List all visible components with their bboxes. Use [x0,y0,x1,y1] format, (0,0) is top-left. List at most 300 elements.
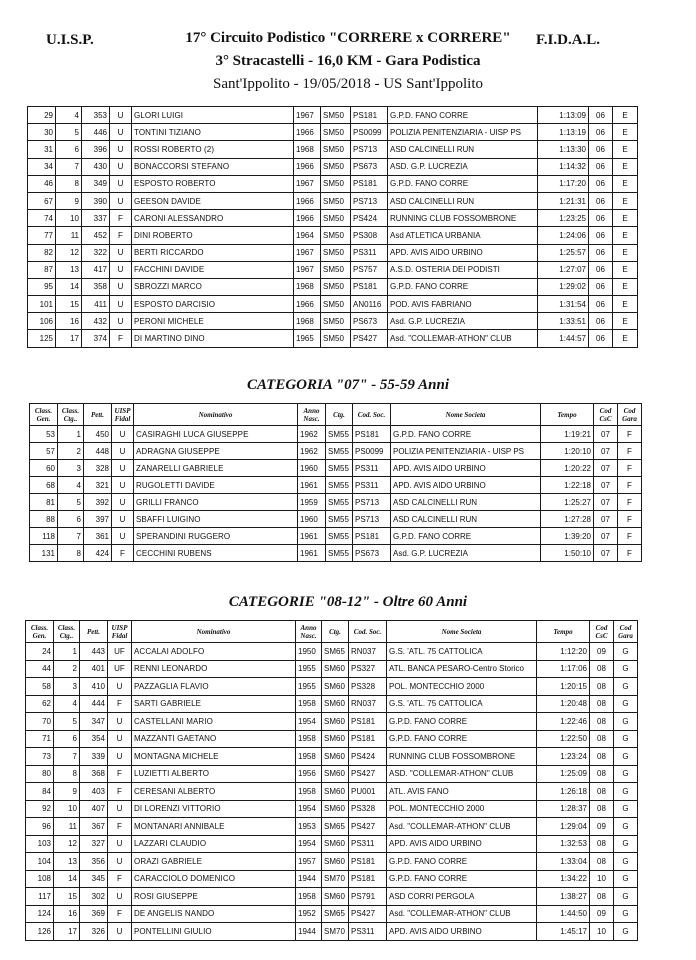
cell-class-ctg: 7 [58,528,84,545]
cell-class-ctg: 10 [56,210,82,227]
cell-class-gen: 126 [26,923,54,941]
cell-tempo: 1:13:09 [538,107,589,124]
cell-ctg: SM60 [322,888,349,906]
cell-cod-csc: 08 [590,695,614,713]
cell-nome-societa: APD. AVIS AIDO URBINO [388,244,538,261]
cell-cod-soc: PS181 [349,730,387,748]
cell-nominativo: CARONI ALESSANDRO [132,210,294,227]
cell-nome-societa: APD. AVIS AIDO URBINO [387,835,537,853]
cell-cod-soc: PS713 [353,511,391,528]
cell-nome-societa: G.P.D. FANO CORRE [387,730,537,748]
cell-uisp-fidal: U [112,426,134,443]
table-row [30,545,642,562]
cell-nome-societa: G.P.D. FANO CORRE [388,278,538,295]
header-class-ctg: Class. Ctg.. [58,404,84,426]
cell-uisp-fidal: U [112,477,134,494]
table-row [30,460,642,477]
cell-class-ctg: 4 [58,477,84,494]
cell-cod-csc: 09 [590,818,614,836]
cell-uisp-fidal: U [110,296,132,313]
cell-nominativo: ROSI GIUSEPPE [132,888,296,906]
cell-cod-soc: PS327 [349,660,387,678]
header-uisp-fidal: UISP Fidal [112,404,134,426]
cell-cod-gara: F [618,494,642,511]
cell-cod-gara: E [613,330,638,347]
cell-tempo: 1:27:07 [538,261,589,278]
cell-anno-nasc: 1966 [294,124,321,141]
cell-ctg: SM60 [322,853,349,871]
cell-anno-nasc: 1961 [298,545,326,562]
cell-class-gen: 24 [26,643,54,661]
cell-cod-csc: 09 [590,643,614,661]
cell-cod-soc: PU001 [349,783,387,801]
table-row [26,643,638,661]
cell-tempo: 1:12:20 [537,643,590,661]
cell-class-ctg: 13 [54,853,80,871]
cell-class-gen: 46 [28,175,56,192]
cell-ctg: SM55 [326,477,353,494]
cell-class-gen: 101 [28,296,56,313]
cell-cod-soc: PS311 [349,923,387,941]
header-anno-nasc: Anno Nasc. [298,404,326,426]
cell-class-gen: 34 [28,158,56,175]
category-title-07: CATEGORIA "07" - 55-59 Anni [247,377,449,393]
cell-pett: 403 [80,783,108,801]
cell-class-ctg: 4 [54,695,80,713]
cell-cod-gara: E [613,141,638,158]
cell-class-gen: 62 [26,695,54,713]
cell-class-gen: 108 [26,870,54,888]
cell-uisp-fidal: U [108,923,132,941]
cell-nome-societa: G.P.D. FANO CORRE [387,870,537,888]
cell-nome-societa: Asd. G.P. LUCREZIA [391,545,541,562]
header-nome-societa: Nome Societa [391,404,541,426]
table-row [30,528,642,545]
table-row [26,713,638,731]
cell-cod-soc: RN037 [349,695,387,713]
cell-uisp-fidal: U [112,443,134,460]
cell-cod-soc: PS427 [349,905,387,923]
table-header [26,621,638,643]
cell-tempo: 1:26:18 [537,783,590,801]
cell-class-ctg: 5 [58,494,84,511]
table-row [28,278,638,295]
cell-nome-societa: APD. AVIS AIDO URBINO [391,477,541,494]
cell-cod-soc: PS713 [353,494,391,511]
cell-cod-gara: G [614,643,638,661]
cell-pett: 450 [84,426,112,443]
cell-class-gen: 117 [26,888,54,906]
cell-pett: 349 [82,175,110,192]
cell-tempo: 1:27:28 [541,511,594,528]
table-row [26,853,638,871]
table-row [28,330,638,347]
cell-uisp-fidal: U [110,192,132,209]
cell-cod-csc: 06 [589,192,613,209]
cell-class-gen: 77 [28,227,56,244]
cell-pett: 392 [84,494,112,511]
cell-anno-nasc: 1958 [296,748,322,766]
cell-nominativo: ROSSI ROBERTO (2) [132,141,294,158]
cell-uisp-fidal: U [112,511,134,528]
cell-class-gen: 131 [30,545,58,562]
cell-nome-societa: APD. AVIS AIDO URBINO [387,923,537,941]
header-class-gen: Class. Gen. [26,621,54,643]
cell-pett: 327 [80,835,108,853]
cell-ctg: SM60 [322,730,349,748]
cell-ctg: SM55 [326,511,353,528]
cell-tempo: 1:31:54 [538,296,589,313]
cell-tempo: 1:50:10 [541,545,594,562]
cell-cod-csc: 09 [590,905,614,923]
cell-pett: 347 [80,713,108,731]
cell-cod-soc: PS427 [349,765,387,783]
cell-ctg: SM60 [322,765,349,783]
header-pett: Pett. [80,621,108,643]
cell-cod-csc: 06 [589,124,613,141]
cell-class-gen: 58 [26,678,54,696]
cell-class-ctg: 11 [54,818,80,836]
table-header [30,404,642,426]
cell-class-gen: 103 [26,835,54,853]
cell-class-ctg: 13 [56,261,82,278]
cell-cod-soc: PS181 [349,870,387,888]
cell-tempo: 1:33:51 [538,313,589,330]
header-ctg: Ctg. [326,404,353,426]
cell-nome-societa: G.P.D. FANO CORRE [387,713,537,731]
cell-cod-csc: 08 [590,888,614,906]
cell-uisp-fidal: F [108,765,132,783]
header-tempo: Tempo [541,404,594,426]
cell-nome-societa: Asd. "COLLEMAR-ATHON" CLUB [387,818,537,836]
cell-cod-gara: F [618,426,642,443]
cell-class-gen: 124 [26,905,54,923]
cell-cod-gara: G [614,660,638,678]
cell-uisp-fidal: F [110,330,132,347]
cell-nominativo: DI MARTINO DINO [132,330,294,347]
cell-nominativo: ACCALAI ADOLFO [132,643,296,661]
cell-nominativo: SBROZZI MARCO [132,278,294,295]
cell-class-gen: 80 [26,765,54,783]
cell-ctg: SM55 [326,443,353,460]
cell-pett: 337 [82,210,110,227]
cell-anno-nasc: 1967 [294,107,321,124]
event-date-line: Sant'Ippolito - 19/05/2018 - US Sant'Ippolito [213,76,483,92]
table-row [26,783,638,801]
cell-nome-societa: ASD CALCINELLI RUN [388,192,538,209]
cell-cod-gara: E [613,192,638,209]
cell-pett: 368 [80,765,108,783]
cell-class-ctg: 14 [54,870,80,888]
cell-cod-gara: F [618,528,642,545]
cell-class-ctg: 16 [54,905,80,923]
cell-uisp-fidal: U [110,244,132,261]
cell-tempo: 1:23:24 [537,748,590,766]
cell-cod-gara: G [614,748,638,766]
cell-cod-soc: PS328 [349,800,387,818]
cell-class-ctg: 8 [58,545,84,562]
table-row [28,192,638,209]
cell-cod-csc: 08 [590,678,614,696]
cell-ctg: SM50 [321,227,351,244]
results-body [26,643,638,941]
cell-cod-soc: PS673 [353,545,391,562]
cell-class-ctg: 9 [56,192,82,209]
cell-anno-nasc: 1960 [298,511,326,528]
cell-tempo: 1:22:50 [537,730,590,748]
table-row [26,888,638,906]
cell-cod-csc: 07 [594,460,618,477]
cell-pett: 411 [82,296,110,313]
cell-nome-societa: G.P.D. FANO CORRE [391,426,541,443]
table-row [26,800,638,818]
cell-anno-nasc: 1961 [298,528,326,545]
cell-nominativo: FACCHINI DAVIDE [132,261,294,278]
cell-anno-nasc: 1956 [296,765,322,783]
cell-pett: 326 [80,923,108,941]
cell-class-gen: 96 [26,818,54,836]
cell-cod-gara: G [614,730,638,748]
cell-cod-csc: 06 [589,244,613,261]
cell-ctg: SM60 [322,660,349,678]
cell-uisp-fidal: U [112,528,134,545]
cell-uisp-fidal: F [108,818,132,836]
cell-nome-societa: G.P.D. FANO CORRE [387,853,537,871]
cell-class-gen: 29 [28,107,56,124]
cell-nominativo: MONTAGNA MICHELE [132,748,296,766]
cell-ctg: SM50 [321,296,351,313]
cell-tempo: 1:33:04 [537,853,590,871]
cell-class-gen: 74 [28,210,56,227]
cell-uisp-fidal: F [108,905,132,923]
cell-class-ctg: 2 [58,443,84,460]
cell-pett: 397 [84,511,112,528]
cell-class-ctg: 15 [56,296,82,313]
cell-tempo: 1:14:32 [538,158,589,175]
cell-ctg: SM50 [321,124,351,141]
cell-cod-csc: 08 [590,730,614,748]
cell-ctg: SM60 [322,713,349,731]
cell-pett: 356 [80,853,108,871]
table-row [28,261,638,278]
cell-pett: 353 [82,107,110,124]
cell-cod-csc: 07 [594,545,618,562]
results-body [28,107,638,348]
cell-cod-gara: E [613,296,638,313]
cell-anno-nasc: 1959 [298,494,326,511]
cell-tempo: 1:29:04 [537,818,590,836]
cell-uisp-fidal: F [110,210,132,227]
cell-ctg: SM50 [321,261,351,278]
cell-cod-gara: G [614,853,638,871]
cell-cod-soc: PS713 [351,141,388,158]
header-nome-societa: Nome Societa [387,621,537,643]
cell-pett: 407 [80,800,108,818]
cell-cod-gara: G [614,923,638,941]
table-row [30,494,642,511]
cell-nome-societa: G.P.D. FANO CORRE [388,175,538,192]
cell-tempo: 1:44:50 [537,905,590,923]
cell-class-ctg: 9 [54,783,80,801]
cell-tempo: 1:39:20 [541,528,594,545]
cell-anno-nasc: 1962 [298,443,326,460]
cell-uisp-fidal: U [108,853,132,871]
cell-uisp-fidal: F [110,227,132,244]
header-right-org: F.I.D.A.L. [536,32,601,48]
cell-nominativo: SPERANDINI RUGGERO [134,528,298,545]
header-left-org: U.I.S.P. [46,32,94,48]
table-row [28,158,638,175]
cell-anno-nasc: 1958 [296,695,322,713]
cell-cod-gara: G [614,888,638,906]
cell-tempo: 1:17:06 [537,660,590,678]
cell-class-gen: 31 [28,141,56,158]
cell-anno-nasc: 1954 [296,713,322,731]
cell-pett: 452 [82,227,110,244]
cell-nominativo: PAZZAGLIA FLAVIO [132,678,296,696]
table-row [30,426,642,443]
cell-nominativo: SBAFFI LUIGINO [134,511,298,528]
cell-cod-gara: G [614,678,638,696]
cell-ctg: SM55 [326,545,353,562]
cell-tempo: 1:25:09 [537,765,590,783]
cell-ctg: SM50 [321,141,351,158]
cell-pett: 446 [82,124,110,141]
cell-nome-societa: POLIZIA PENITENZIARIA - UISP PS [388,124,538,141]
cell-cod-csc: 08 [590,853,614,871]
cell-anno-nasc: 1966 [294,192,321,209]
cell-uisp-fidal: U [108,730,132,748]
cell-nome-societa: Asd. "COLLEMAR-ATHON" CLUB [388,330,538,347]
header-pett: Pett. [84,404,112,426]
cell-nominativo: LAZZARI CLAUDIO [132,835,296,853]
cell-nome-societa: G.P.D. FANO CORRE [391,528,541,545]
table-row [30,511,642,528]
table-row [28,313,638,330]
cell-uisp-fidal: U [108,800,132,818]
cell-cod-gara: E [613,313,638,330]
cell-nominativo: GEESON DAVIDE [132,192,294,209]
cell-nominativo: ESPOSTO DARCISIO [132,296,294,313]
cell-uisp-fidal: F [108,870,132,888]
cell-anno-nasc: 1961 [298,477,326,494]
cell-cod-soc: PS311 [353,460,391,477]
results-body [30,426,642,562]
cell-class-ctg: 3 [58,460,84,477]
cell-nome-societa: ASD. G.P. LUCREZIA [388,158,538,175]
table-row [30,443,642,460]
cell-pett: 424 [84,545,112,562]
cell-uisp-fidal: U [110,278,132,295]
cell-class-gen: 71 [26,730,54,748]
cell-cod-soc: PS0099 [351,124,388,141]
cell-nominativo: DE ANGELIS NANDO [132,905,296,923]
cell-tempo: 1:22:46 [537,713,590,731]
cell-anno-nasc: 1967 [294,175,321,192]
cell-cod-gara: G [614,835,638,853]
cell-cod-gara: G [614,695,638,713]
cell-cod-gara: G [614,800,638,818]
cell-tempo: 1:20:15 [537,678,590,696]
cell-ctg: SM50 [321,210,351,227]
cell-uisp-fidal: F [108,783,132,801]
table-row [26,835,638,853]
cell-nome-societa: Asd ATLETICA URBANIA [388,227,538,244]
cell-cod-soc: PS713 [351,192,388,209]
cell-class-gen: 68 [30,477,58,494]
cell-cod-soc: PS181 [349,713,387,731]
cell-ctg: SM60 [322,678,349,696]
cell-uisp-fidal: U [112,494,134,511]
cell-pett: 443 [80,643,108,661]
cell-pett: 396 [82,141,110,158]
cell-cod-gara: E [613,261,638,278]
cell-cod-csc: 06 [589,107,613,124]
cell-tempo: 1:20:48 [537,695,590,713]
cell-pett: 367 [80,818,108,836]
header-nominativo: Nominativo [132,621,296,643]
cell-class-ctg: 10 [54,800,80,818]
cell-class-gen: 88 [30,511,58,528]
cell-cod-soc: PS0099 [353,443,391,460]
header-anno-nasc: Anno Nasc. [296,621,322,643]
cell-tempo: 1:25:57 [538,244,589,261]
cell-class-ctg: 7 [56,158,82,175]
cell-cod-soc: PS791 [349,888,387,906]
cell-tempo: 1:32:53 [537,835,590,853]
cell-anno-nasc: 1968 [294,313,321,330]
cell-nominativo: TONTINI TIZIANO [132,124,294,141]
cell-nominativo: RENNI LEONARDO [132,660,296,678]
cell-cod-gara: E [613,278,638,295]
cell-cod-csc: 08 [590,783,614,801]
cell-tempo: 1:28:37 [537,800,590,818]
cell-nominativo: DINI ROBERTO [132,227,294,244]
cell-cod-csc: 06 [589,227,613,244]
cell-nome-societa: POD. AVIS FABRIANO [388,296,538,313]
cell-cod-csc: 07 [594,511,618,528]
cell-uisp-fidal: U [108,678,132,696]
cell-pett: 354 [80,730,108,748]
cell-cod-gara: G [614,818,638,836]
cell-cod-csc: 08 [590,765,614,783]
cell-cod-csc: 07 [594,528,618,545]
cell-nome-societa: Asd. G.P. LUCREZIA [388,313,538,330]
table-row [28,296,638,313]
cell-class-gen: 95 [28,278,56,295]
cell-cod-gara: G [614,783,638,801]
cell-class-ctg: 14 [56,278,82,295]
cell-anno-nasc: 1958 [296,888,322,906]
cell-anno-nasc: 1966 [294,296,321,313]
cell-ctg: SM70 [322,870,349,888]
cell-class-gen: 81 [30,494,58,511]
cell-uisp-fidal: U [110,141,132,158]
cell-class-ctg: 3 [54,678,80,696]
cell-ctg: SM70 [322,923,349,941]
cell-cod-soc: PS181 [349,853,387,871]
cell-cod-csc: 07 [594,426,618,443]
header-class-ctg: Class. Ctg.. [54,621,80,643]
cell-nominativo: SARTI GABRIELE [132,695,296,713]
cell-anno-nasc: 1954 [296,800,322,818]
cell-uisp-fidal: U [108,888,132,906]
cell-cod-soc: AN0116 [351,296,388,313]
cell-nome-societa: G.S. 'ATL. 75 CATTOLICA [387,695,537,713]
table-row [28,244,638,261]
cell-class-gen: 67 [28,192,56,209]
category-title-08-12: CATEGORIE "08-12" - Oltre 60 Anni [228,594,468,610]
